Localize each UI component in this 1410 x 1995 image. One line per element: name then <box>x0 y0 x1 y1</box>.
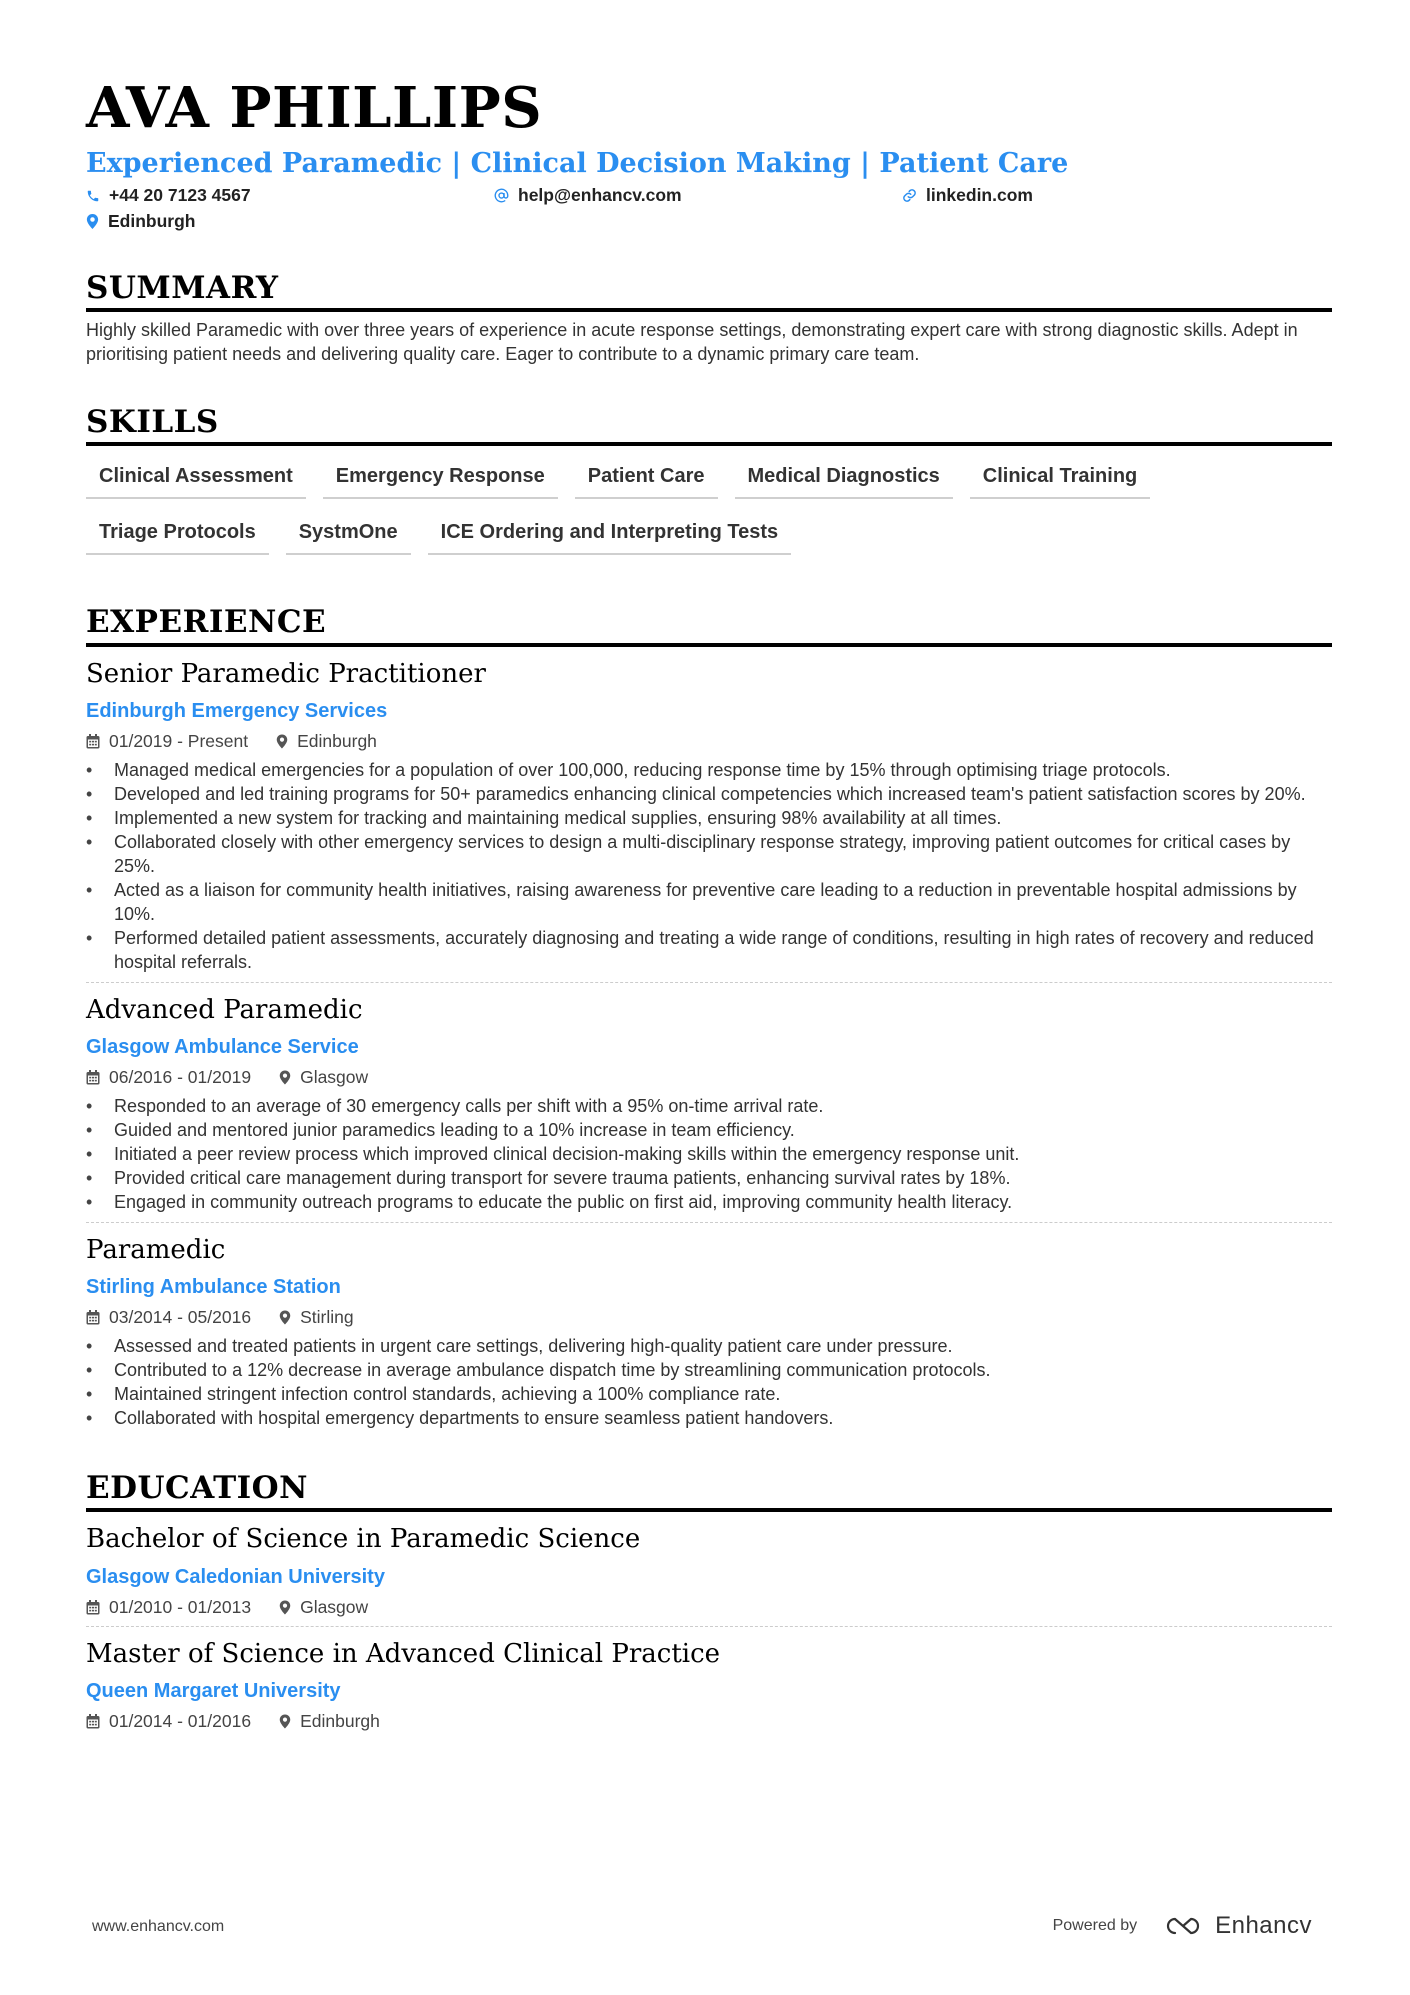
job-meta <box>86 1067 1332 1088</box>
school-name: Glasgow Caledonian University <box>86 1565 385 1588</box>
resume-header <box>86 75 1332 232</box>
job-meta <box>86 1307 1332 1328</box>
employer: Stirling Ambulance Station <box>86 1276 341 1299</box>
location-text: Stirling <box>300 1307 354 1328</box>
location-text: Glasgow <box>300 1066 369 1087</box>
calendar-icon <box>86 1714 100 1729</box>
contact-linkedin[interactable] <box>902 185 1310 206</box>
achievement-list <box>86 1094 1332 1214</box>
school-name: Queen Margaret University <box>86 1679 341 1702</box>
list-item: • Performed detailed patient assessments, accurately diagnosing and treating a wide range of conditions, resulting in high rates of recovery and reduced hospital referrals. <box>86 926 1334 974</box>
list-item: • Assessed and treated patients in urgent care settings, delivering high-quality patient care under pressure. <box>86 1334 1334 1358</box>
calendar-icon <box>86 1310 100 1325</box>
link-icon <box>902 188 917 203</box>
experience-section <box>86 604 1332 1430</box>
job-title: Advanced Paramedic <box>86 994 363 1025</box>
skill-tag: Triage Protocols <box>86 514 269 555</box>
experience-heading: EXPERIENCE <box>86 604 1332 646</box>
skill-tag: Patient Care <box>575 458 718 499</box>
date-range <box>86 1711 251 1732</box>
date-text: 01/2010 - 01/2013 <box>109 1596 252 1617</box>
contact-row-2 <box>86 211 1332 232</box>
location-text: Edinburgh <box>297 730 377 751</box>
location-pin-icon <box>86 214 99 229</box>
experience-entry <box>86 647 1332 974</box>
phone-icon <box>86 189 100 203</box>
list-item: • Guided and mentored junior paramedics leading to a 10% increase in team efficiency. <box>86 1118 1334 1142</box>
list-item: • Initiated a peer review process which improved clinical decision-making skills within the emergency response unit. <box>86 1142 1334 1166</box>
school-location <box>279 1597 368 1618</box>
employer: Glasgow Ambulance Service <box>86 1035 359 1058</box>
job-title: Paramedic <box>86 1234 226 1265</box>
skill-tag: Clinical Training <box>970 458 1150 499</box>
phone-text: +44 20 7123 4567 <box>109 185 251 206</box>
location-pin-icon <box>279 1714 291 1729</box>
achievement-list <box>86 1334 1332 1430</box>
contact-email[interactable] <box>494 185 902 206</box>
list-item: • Engaged in community outreach programs to educate the public on first aid, improving community health literacy. <box>86 1190 1334 1214</box>
email-text: help@enhancv.com <box>518 185 682 206</box>
skill-tag: Medical Diagnostics <box>735 458 953 499</box>
list-item: • Collaborated with hospital emergency departments to ensure seamless patient handovers. <box>86 1406 1334 1430</box>
candidate-name: AVA PHILLIPS <box>86 75 543 141</box>
job-location <box>279 1067 368 1088</box>
date-text: 06/2016 - 01/2019 <box>109 1066 252 1087</box>
list-item: • Implemented a new system for tracking and maintaining medical supplies, ensuring 98% availability at all times. <box>86 806 1334 830</box>
location-pin-icon <box>276 734 288 749</box>
linkedin-text: linkedin.com <box>926 185 1033 206</box>
list-item: • Responded to an average of 30 emergency calls per shift with a 95% on-time arrival rate. <box>86 1094 1334 1118</box>
contact-phone <box>86 185 494 206</box>
location-pin-icon <box>279 1070 291 1085</box>
list-item: • Developed and led training programs for 50+ paramedics enhancing clinical competencies which increased team's patient satisfaction scores by 20%. <box>86 782 1334 806</box>
skills-section <box>86 404 1332 570</box>
date-text: 01/2019 - Present <box>109 730 249 751</box>
summary-section <box>86 270 1332 366</box>
education-entry <box>86 1512 1332 1617</box>
location-pin-icon <box>279 1600 291 1615</box>
date-text: 03/2014 - 05/2016 <box>109 1307 252 1328</box>
job-title: Senior Paramedic Practitioner <box>86 658 486 689</box>
enhancv-logo-icon <box>1161 1914 1207 1938</box>
list-item: • Acted as a liaison for community health initiatives, raising awareness for preventive care leading to a reduction in preventable hospital admissions by 10%. <box>86 878 1334 926</box>
skill-tag: ICE Ordering and Interpreting Tests <box>428 514 791 555</box>
location-text: Glasgow <box>300 1596 369 1617</box>
location-text: Edinburgh <box>108 211 196 232</box>
education-meta <box>86 1597 1332 1618</box>
skill-tag: Emergency Response <box>323 458 558 499</box>
list-item: • Maintained stringent infection control standards, achieving a 100% compliance rate. <box>86 1382 1334 1406</box>
date-range <box>86 1307 251 1328</box>
experience-entry <box>86 1222 1332 1430</box>
headline: Experienced Paramedic | Clinical Decision Making | Patient Care <box>86 148 1069 179</box>
skill-tag: SystmOne <box>286 514 411 555</box>
education-heading: EDUCATION <box>86 1470 1332 1512</box>
contact-row <box>86 185 1332 206</box>
summary-heading: SUMMARY <box>86 270 1332 312</box>
list-item: • Provided critical care management during transport for severe trauma patients, enhancing survival rates by 18%. <box>86 1166 1334 1190</box>
powered-by-label: Powered by <box>1052 1917 1138 1934</box>
brand-name: Enhancv <box>1215 1912 1312 1939</box>
calendar-icon <box>86 1070 100 1085</box>
list-item: • Contributed to a 12% decrease in average ambulance dispatch time by streamlining communication protocols. <box>86 1358 1334 1382</box>
date-range <box>86 1597 251 1618</box>
education-section <box>86 1470 1332 1732</box>
job-location <box>276 731 377 752</box>
skills-heading: SKILLS <box>86 404 1332 446</box>
calendar-icon <box>86 734 100 749</box>
at-icon <box>494 188 509 203</box>
school-location <box>279 1711 380 1732</box>
list-item: • Managed medical emergencies for a population of over 100,000, reducing response time by 15% through optimising triage protocols. <box>86 758 1334 782</box>
list-item: • Collaborated closely with other emergency services to design a multi-disciplinary response strategy, improving patient outcomes for critical cases by 25%. <box>86 830 1334 878</box>
location-pin-icon <box>279 1310 291 1325</box>
education-meta <box>86 1711 1332 1732</box>
skills-list <box>86 458 1332 570</box>
education-entry <box>86 1626 1332 1732</box>
calendar-icon <box>86 1600 100 1615</box>
footer-website[interactable]: www.enhancv.com <box>92 1918 225 1935</box>
skill-tag: Clinical Assessment <box>86 458 306 499</box>
date-range <box>86 1067 251 1088</box>
resume-page <box>86 70 1332 1732</box>
degree-title: Master of Science in Advanced Clinical Practice <box>86 1638 721 1669</box>
date-text: 01/2014 - 01/2016 <box>109 1710 252 1731</box>
job-meta <box>86 731 1332 752</box>
footer-branding <box>1053 1912 1312 1940</box>
location-text: Edinburgh <box>300 1710 380 1731</box>
summary-text: Highly skilled Paramedic with over three years of experience in acute response settings, demonstrating expert care with strong diagnostic skills. Adept in prioritising patient needs and delivering quality care. Eager to contribute to a dynamic primary care team. <box>86 320 1298 365</box>
contact-location <box>86 211 494 232</box>
achievement-list <box>86 758 1332 974</box>
degree-title: Bachelor of Science in Paramedic Science <box>86 1524 641 1555</box>
experience-entry <box>86 982 1332 1214</box>
date-range <box>86 731 248 752</box>
job-location <box>279 1307 354 1328</box>
employer: Edinburgh Emergency Services <box>86 699 388 722</box>
